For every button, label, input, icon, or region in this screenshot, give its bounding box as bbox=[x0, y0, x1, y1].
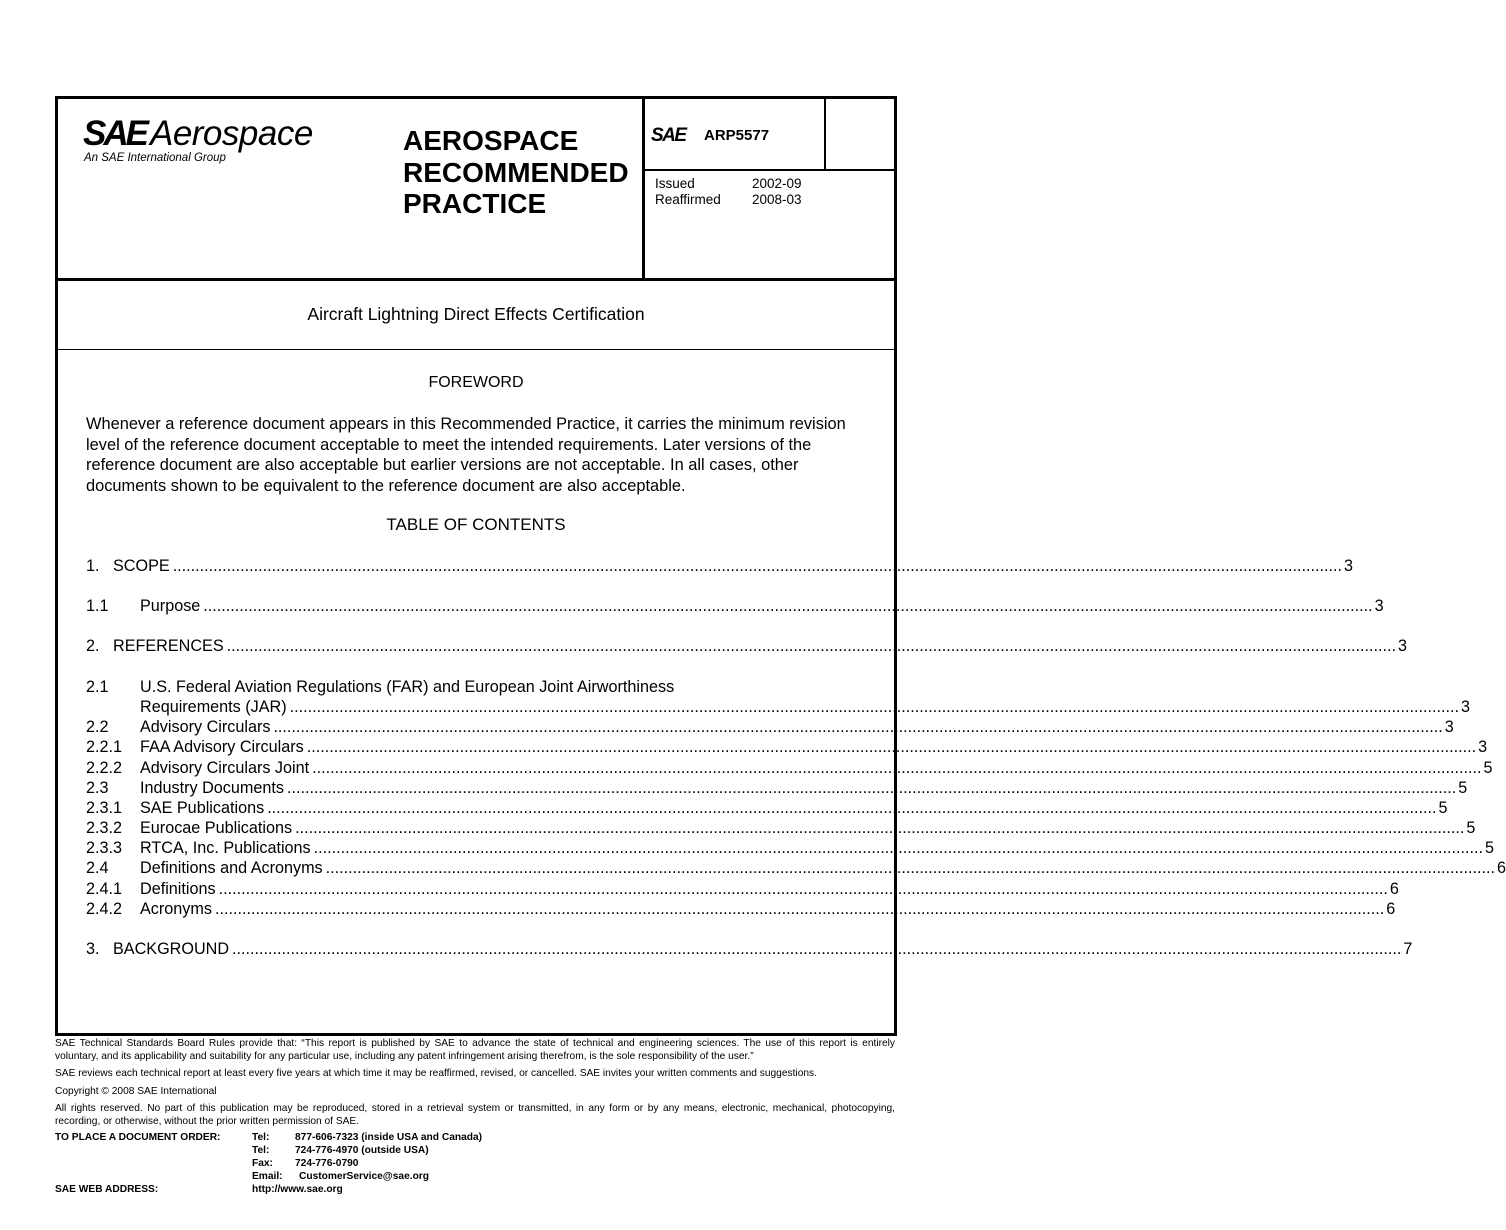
toc-entry-title: Acronyms bbox=[140, 900, 212, 918]
document-title: Aircraft Lightning Direct Effects Certification bbox=[307, 304, 645, 324]
contact-value: 724-776-0790 bbox=[295, 1158, 359, 1169]
toc-entry-page: 3 bbox=[1444, 718, 1454, 736]
docnum-cell-vdivider bbox=[824, 99, 826, 170]
toc-entry[interactable] bbox=[86, 737, 1488, 757]
docnum-cell-divider bbox=[645, 169, 894, 171]
toc-entry-page: 3 bbox=[1344, 557, 1354, 575]
toc-entry[interactable] bbox=[86, 879, 1399, 899]
doc-type-line: AEROSPACE bbox=[403, 125, 579, 156]
document-frame bbox=[55, 96, 1506, 1036]
toc-entry-page: 7 bbox=[1403, 940, 1413, 958]
contact-label: Fax: bbox=[252, 1158, 273, 1169]
toc-entry-title: Advisory Circulars bbox=[140, 718, 271, 736]
toc-leader-dots: .................................................................................................................................................................................................................................................................... bbox=[214, 900, 1385, 918]
toc-entry[interactable] bbox=[86, 636, 1407, 656]
foreword-heading: FOREWORD bbox=[428, 374, 524, 391]
doc-type-line: RECOMMENDED bbox=[403, 156, 629, 188]
toc-entry[interactable] bbox=[86, 899, 1396, 919]
web-address-link[interactable]: http://www.sae.org bbox=[252, 1184, 343, 1195]
sae-aerospace-logo bbox=[83, 116, 313, 164]
footer-rights: All rights reserved. No part of this publication may be reproduced, stored in a retrieval system or transmitted, in any form or by any means, electronic, mechanical, photocopying, recording, or otherwise, without the prior written permission of SAE. bbox=[55, 1103, 895, 1127]
toc-heading: TABLE OF CONTENTS bbox=[386, 515, 566, 534]
toc-entry-page: 3 bbox=[1397, 637, 1407, 655]
toc-entry[interactable] bbox=[86, 758, 1493, 778]
toc-leader-dots: .................................................................................................................................................................................................................................................................... bbox=[286, 779, 1457, 797]
toc-entry-number: 2.2.1 bbox=[86, 738, 123, 756]
toc-entry-title: U.S. Federal Aviation Regulations (FAR) and European Joint Airworthiness bbox=[140, 678, 675, 696]
contact-label: Tel: bbox=[252, 1145, 270, 1156]
toc-entry-number: 3. bbox=[86, 940, 100, 958]
toc-entry-page: 6 bbox=[1496, 859, 1506, 877]
logo-aerospace-text: Aerospace bbox=[149, 114, 313, 153]
foreword-text: Whenever a reference document appears in this Recommended Practice, it carries the minimum revision level of the reference document acceptable to meet the intended requirements. Later versions of the reference document are also acceptable but earlier versions are not acceptable. In all cases, other documents shown to be equivalent to the reference document are also acceptable. bbox=[86, 415, 846, 495]
toc-entry-title: FAA Advisory Circulars bbox=[140, 738, 304, 756]
logo-subtitle: An SAE International Group bbox=[84, 152, 226, 164]
toc-entry-title: Industry Documents bbox=[140, 779, 284, 797]
footer bbox=[55, 1038, 895, 1193]
toc-entry-page: 6 bbox=[1389, 880, 1399, 898]
footer-review: SAE reviews each technical report at least every five years at which time it may be reaffirmed, revised, or cancelled. SAE invites your written comments and suggestions. bbox=[55, 1068, 817, 1079]
toc-entry-continuation[interactable] bbox=[86, 697, 1470, 717]
doc-type-line: PRACTICE bbox=[403, 188, 547, 219]
toc-entry-title: Eurocae Publications bbox=[140, 819, 293, 837]
toc-entry-number: 2.3.2 bbox=[86, 819, 123, 837]
toc-leader-dots: .................................................................................................................................................................................................................................................................... bbox=[313, 839, 1483, 857]
toc-entry-title: Requirements (JAR) bbox=[140, 698, 287, 716]
toc-entry-number: 1. bbox=[86, 557, 100, 575]
footer-copyright: Copyright © 2008 SAE International bbox=[55, 1085, 217, 1097]
toc-entry-number: 2.3 bbox=[86, 779, 109, 797]
toc-leader-dots: .................................................................................................................................................................................................................................................................... bbox=[172, 557, 1343, 575]
toc-entry[interactable] bbox=[86, 778, 1468, 798]
issued-label: Issued bbox=[655, 176, 695, 191]
toc-entry[interactable] bbox=[86, 556, 1354, 576]
toc-entry[interactable] bbox=[86, 717, 1454, 737]
toc-leader-dots: .................................................................................................................................................................................................................................................................... bbox=[325, 859, 1495, 877]
toc-entry-number: 2.4 bbox=[86, 859, 109, 877]
toc-entry-number: 2.2.2 bbox=[86, 759, 123, 777]
header-column-divider bbox=[642, 99, 645, 279]
toc-entry-title: SCOPE bbox=[113, 557, 170, 575]
toc-entry[interactable] bbox=[86, 858, 1506, 878]
toc-entry-number: 2.3.1 bbox=[86, 799, 123, 817]
footer-rules: SAE Technical Standards Board Rules provide that: “This report is published by SAE to advance the state of technical and engineering sciences. The use of this report is entirely voluntary, and its applicability and suitability for any particular use, including any patent infringement arising therefrom, is the sole responsibility of the user.” bbox=[55, 1038, 895, 1062]
toc-leader-dots: .................................................................................................................................................................................................................................................................... bbox=[203, 597, 1373, 615]
document-type bbox=[403, 125, 629, 220]
toc-entry-page: 5 bbox=[1483, 759, 1493, 777]
toc-entry-page: 3 bbox=[1374, 597, 1384, 615]
reaffirmed-value: 2008-03 bbox=[752, 192, 802, 207]
toc-entry[interactable] bbox=[86, 939, 1413, 959]
toc-entry[interactable] bbox=[86, 596, 1384, 616]
toc-entry[interactable] bbox=[86, 818, 1476, 838]
toc-entry-number: 2.2 bbox=[86, 718, 109, 736]
toc-leader-dots: .................................................................................................................................................................................................................................................................... bbox=[232, 940, 1402, 958]
toc-entry-title: Advisory Circulars Joint bbox=[140, 759, 310, 777]
issued-value: 2002-09 bbox=[752, 176, 802, 191]
title-divider bbox=[58, 349, 894, 350]
toc-entry-number: 2.3.3 bbox=[86, 839, 123, 857]
toc-entry-page: 6 bbox=[1386, 900, 1396, 918]
toc-leader-dots: .................................................................................................................................................................................................................................................................... bbox=[312, 759, 1482, 777]
contact-label: Email: bbox=[252, 1171, 283, 1182]
order-info bbox=[55, 1131, 895, 1193]
toc-entry-number: 2.1 bbox=[86, 678, 109, 696]
toc-entry-number: 2.4.1 bbox=[86, 880, 123, 898]
contact-label: Tel: bbox=[252, 1132, 270, 1143]
toc-leader-dots: .................................................................................................................................................................................................................................................................... bbox=[218, 880, 1388, 898]
toc-entry-title: Definitions and Acronyms bbox=[140, 859, 323, 877]
toc-leader-dots: .................................................................................................................................................................................................................................................................... bbox=[289, 698, 1459, 716]
toc-entry-page: 3 bbox=[1460, 698, 1470, 716]
contact-email[interactable]: CustomerService@sae.org bbox=[299, 1171, 429, 1182]
toc-leader-dots: .................................................................................................................................................................................................................................................................... bbox=[295, 819, 1465, 837]
contact-value: 724-776-4970 (outside USA) bbox=[295, 1145, 429, 1156]
toc-entry-page: 3 bbox=[1478, 738, 1488, 756]
toc-entry[interactable] bbox=[86, 838, 1494, 858]
contact-value: 877-606-7323 (inside USA and Canada) bbox=[295, 1132, 483, 1143]
toc-leader-dots: .................................................................................................................................................................................................................................................................... bbox=[267, 799, 1437, 817]
toc-entry-page: 5 bbox=[1438, 799, 1448, 817]
toc-entry-title: SAE Publications bbox=[140, 799, 265, 817]
logo-sae-text: SAE bbox=[83, 114, 146, 153]
issue-dates bbox=[655, 176, 802, 208]
toc-entry-title: Definitions bbox=[140, 880, 216, 898]
web-address-label: SAE WEB ADDRESS: bbox=[55, 1184, 159, 1195]
toc-leader-dots: .................................................................................................................................................................................................................................................................... bbox=[273, 718, 1443, 736]
reaffirmed-label: Reaffirmed bbox=[655, 192, 721, 207]
toc-entry-title: BACKGROUND bbox=[113, 940, 230, 958]
header-divider bbox=[58, 278, 894, 281]
document-number: ARP5577 bbox=[704, 127, 770, 144]
sae-mark: SAE bbox=[651, 125, 686, 146]
toc-entry-number: 2.4.2 bbox=[86, 900, 123, 918]
toc-entry-page: 5 bbox=[1466, 819, 1476, 837]
toc-entry-title: Purpose bbox=[140, 597, 201, 615]
toc-leader-dots: .................................................................................................................................................................................................................................................................... bbox=[306, 738, 1477, 756]
toc-entry[interactable] bbox=[86, 798, 1448, 818]
toc-entry-page: 5 bbox=[1484, 839, 1494, 857]
toc-leader-dots: .................................................................................................................................................................................................................................................................... bbox=[226, 637, 1396, 655]
toc-entry-title: RTCA, Inc. Publications bbox=[140, 839, 311, 857]
toc-entry-page: 5 bbox=[1458, 779, 1468, 797]
toc-entry-title: REFERENCES bbox=[113, 637, 224, 655]
order-label: TO PLACE A DOCUMENT ORDER: bbox=[55, 1132, 221, 1143]
toc-entry[interactable] bbox=[86, 677, 866, 697]
toc-entry-number: 1.1 bbox=[86, 597, 109, 615]
toc-entry-number: 2. bbox=[86, 637, 100, 655]
